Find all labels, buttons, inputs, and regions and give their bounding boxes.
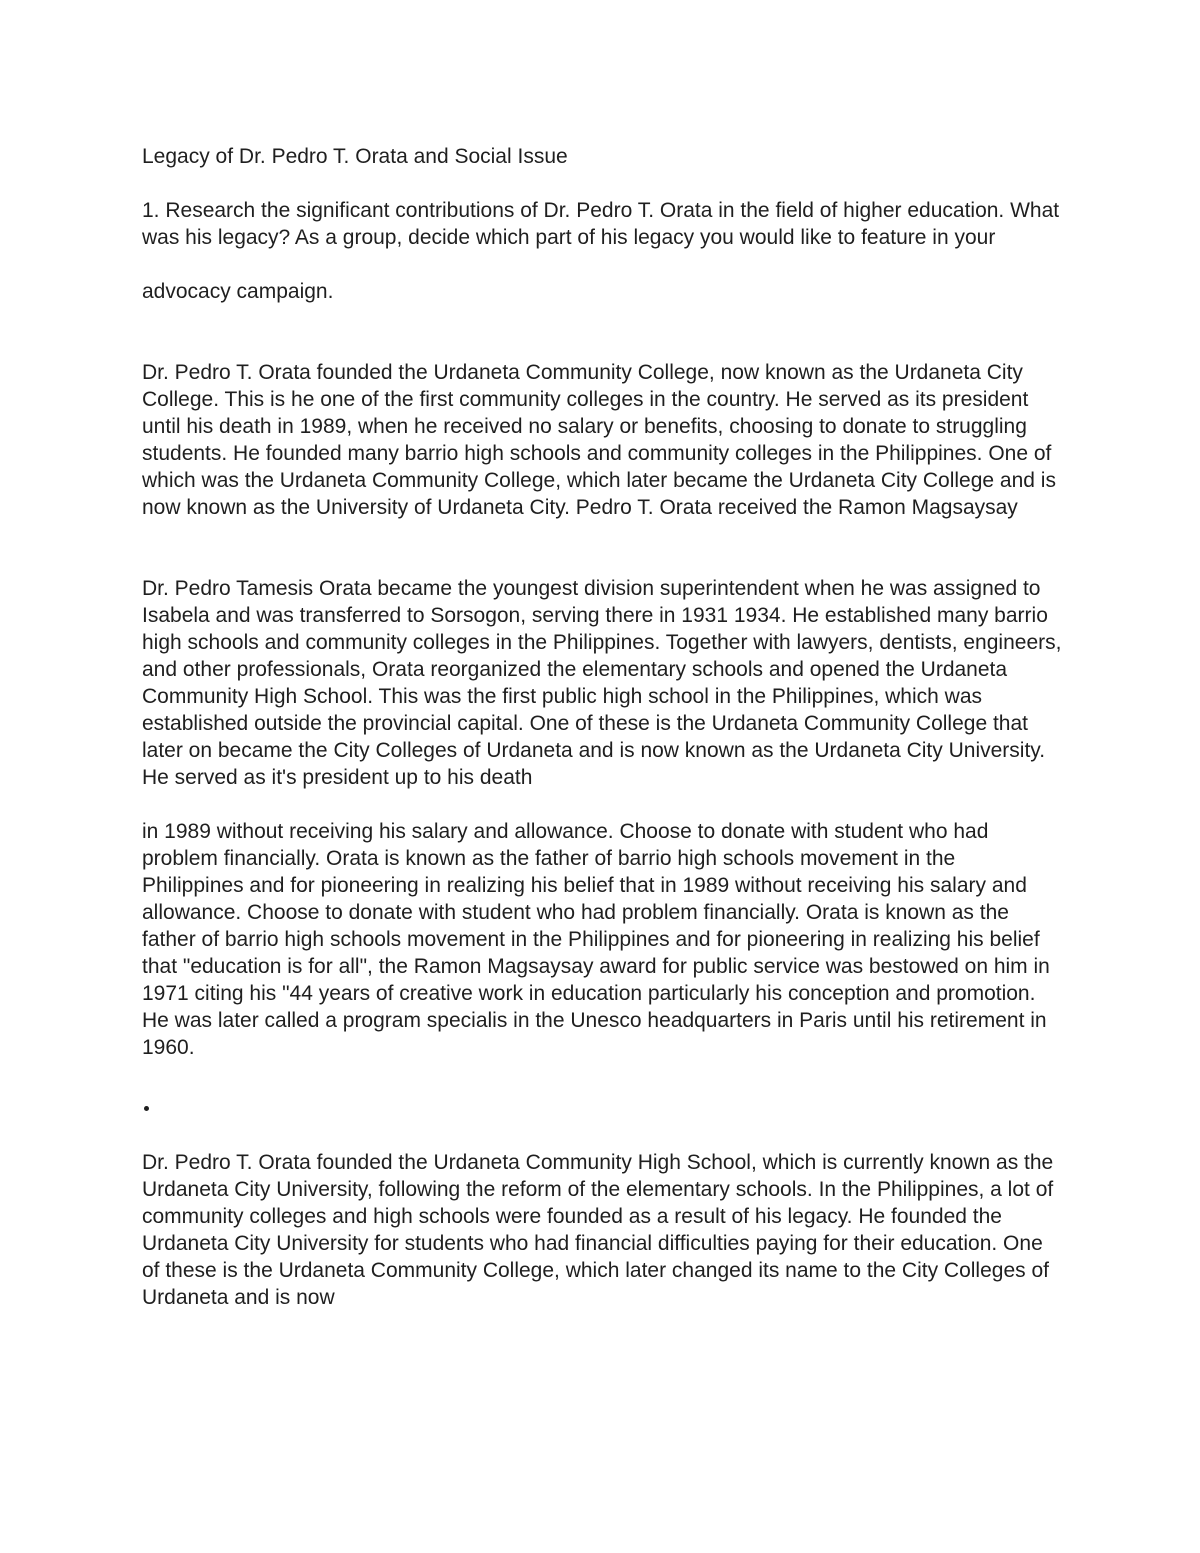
- paragraph-2: Dr. Pedro Tamesis Orata became the youngest division superintendent when he was assigned to Isabela and was transferred to Sorsogon, serving there in 1931 1934. He established many barrio high schools and community colleges in the Philippines. Together with lawyers, dentists, engineers, and other professionals, Orata reorganized the elementary schools and opened the Urdaneta Community High School. This was the first public high school in the Philippines, which was established outside the provincial capital. One of these is the Urdaneta Community College that later on became the City Colleges of Urdaneta and is now known as the Urdaneta City University. He served as it's president up to his death: [142, 577, 1062, 789]
- paragraph-4: Dr. Pedro T. Orata founded the Urdaneta Community High School, which is currently known as the Urdaneta City University, following the reform of the elementary schools. In the Philippines, a lot of community colleges and high schools were founded as a result of his legacy. He founded the Urdaneta City University for students who had financial difficulties paying for their education. One of these is the Urdaneta Community College, which later changed its name to the City Colleges of Urdaneta and is now: [142, 1151, 1054, 1309]
- document-title: Legacy of Dr. Pedro T. Orata and Social Issue: [142, 145, 568, 168]
- question-1: 1. Research the significant contributions of Dr. Pedro T. Orata in the field of higher education. What was his legacy? As a group, decide which part of his legacy you would like to feature in your: [142, 199, 1060, 249]
- bullet-point: [142, 1095, 1062, 1122]
- paragraph-1: Dr. Pedro T. Orata founded the Urdaneta Community College, now known as the Urdaneta City College. This is he one of the first community colleges in the country. He served as its president until his death in 1989, when he received no salary or benefits, choosing to donate to struggling students. He founded many barrio high schools and community colleges in the Philippines. One of which was the Urdaneta Community College, which later became the Urdaneta City College and is now known as the University of Urdaneta City. Pedro T. Orata received the Ramon Magsaysay: [142, 361, 1056, 519]
- question-1-continued: advocacy campaign.: [142, 280, 334, 303]
- bullet-icon: [144, 1106, 149, 1111]
- paragraph-3: in 1989 without receiving his salary and allowance. Choose to donate with student who had problem financially. Orata is known as the father of barrio high schools movement in the Philippines and for pioneering in realizing his belief that in 1989 without receiving his salary and allowance. Choose to donate with student who had problem financially. Orata is known as the father of barrio high schools movement in the Philippines and for pioneering in realizing his belief that "education is for all", the Ramon Magsaysay award for public service was bestowed on him in 1971 citing his "44 years of creative work in education particularly his conception and promotion. He was later called a program specialis in the Unesco headquarters in Paris until his retirement in 1960.: [142, 820, 1050, 1059]
- document-body: [142, 143, 1062, 1311]
